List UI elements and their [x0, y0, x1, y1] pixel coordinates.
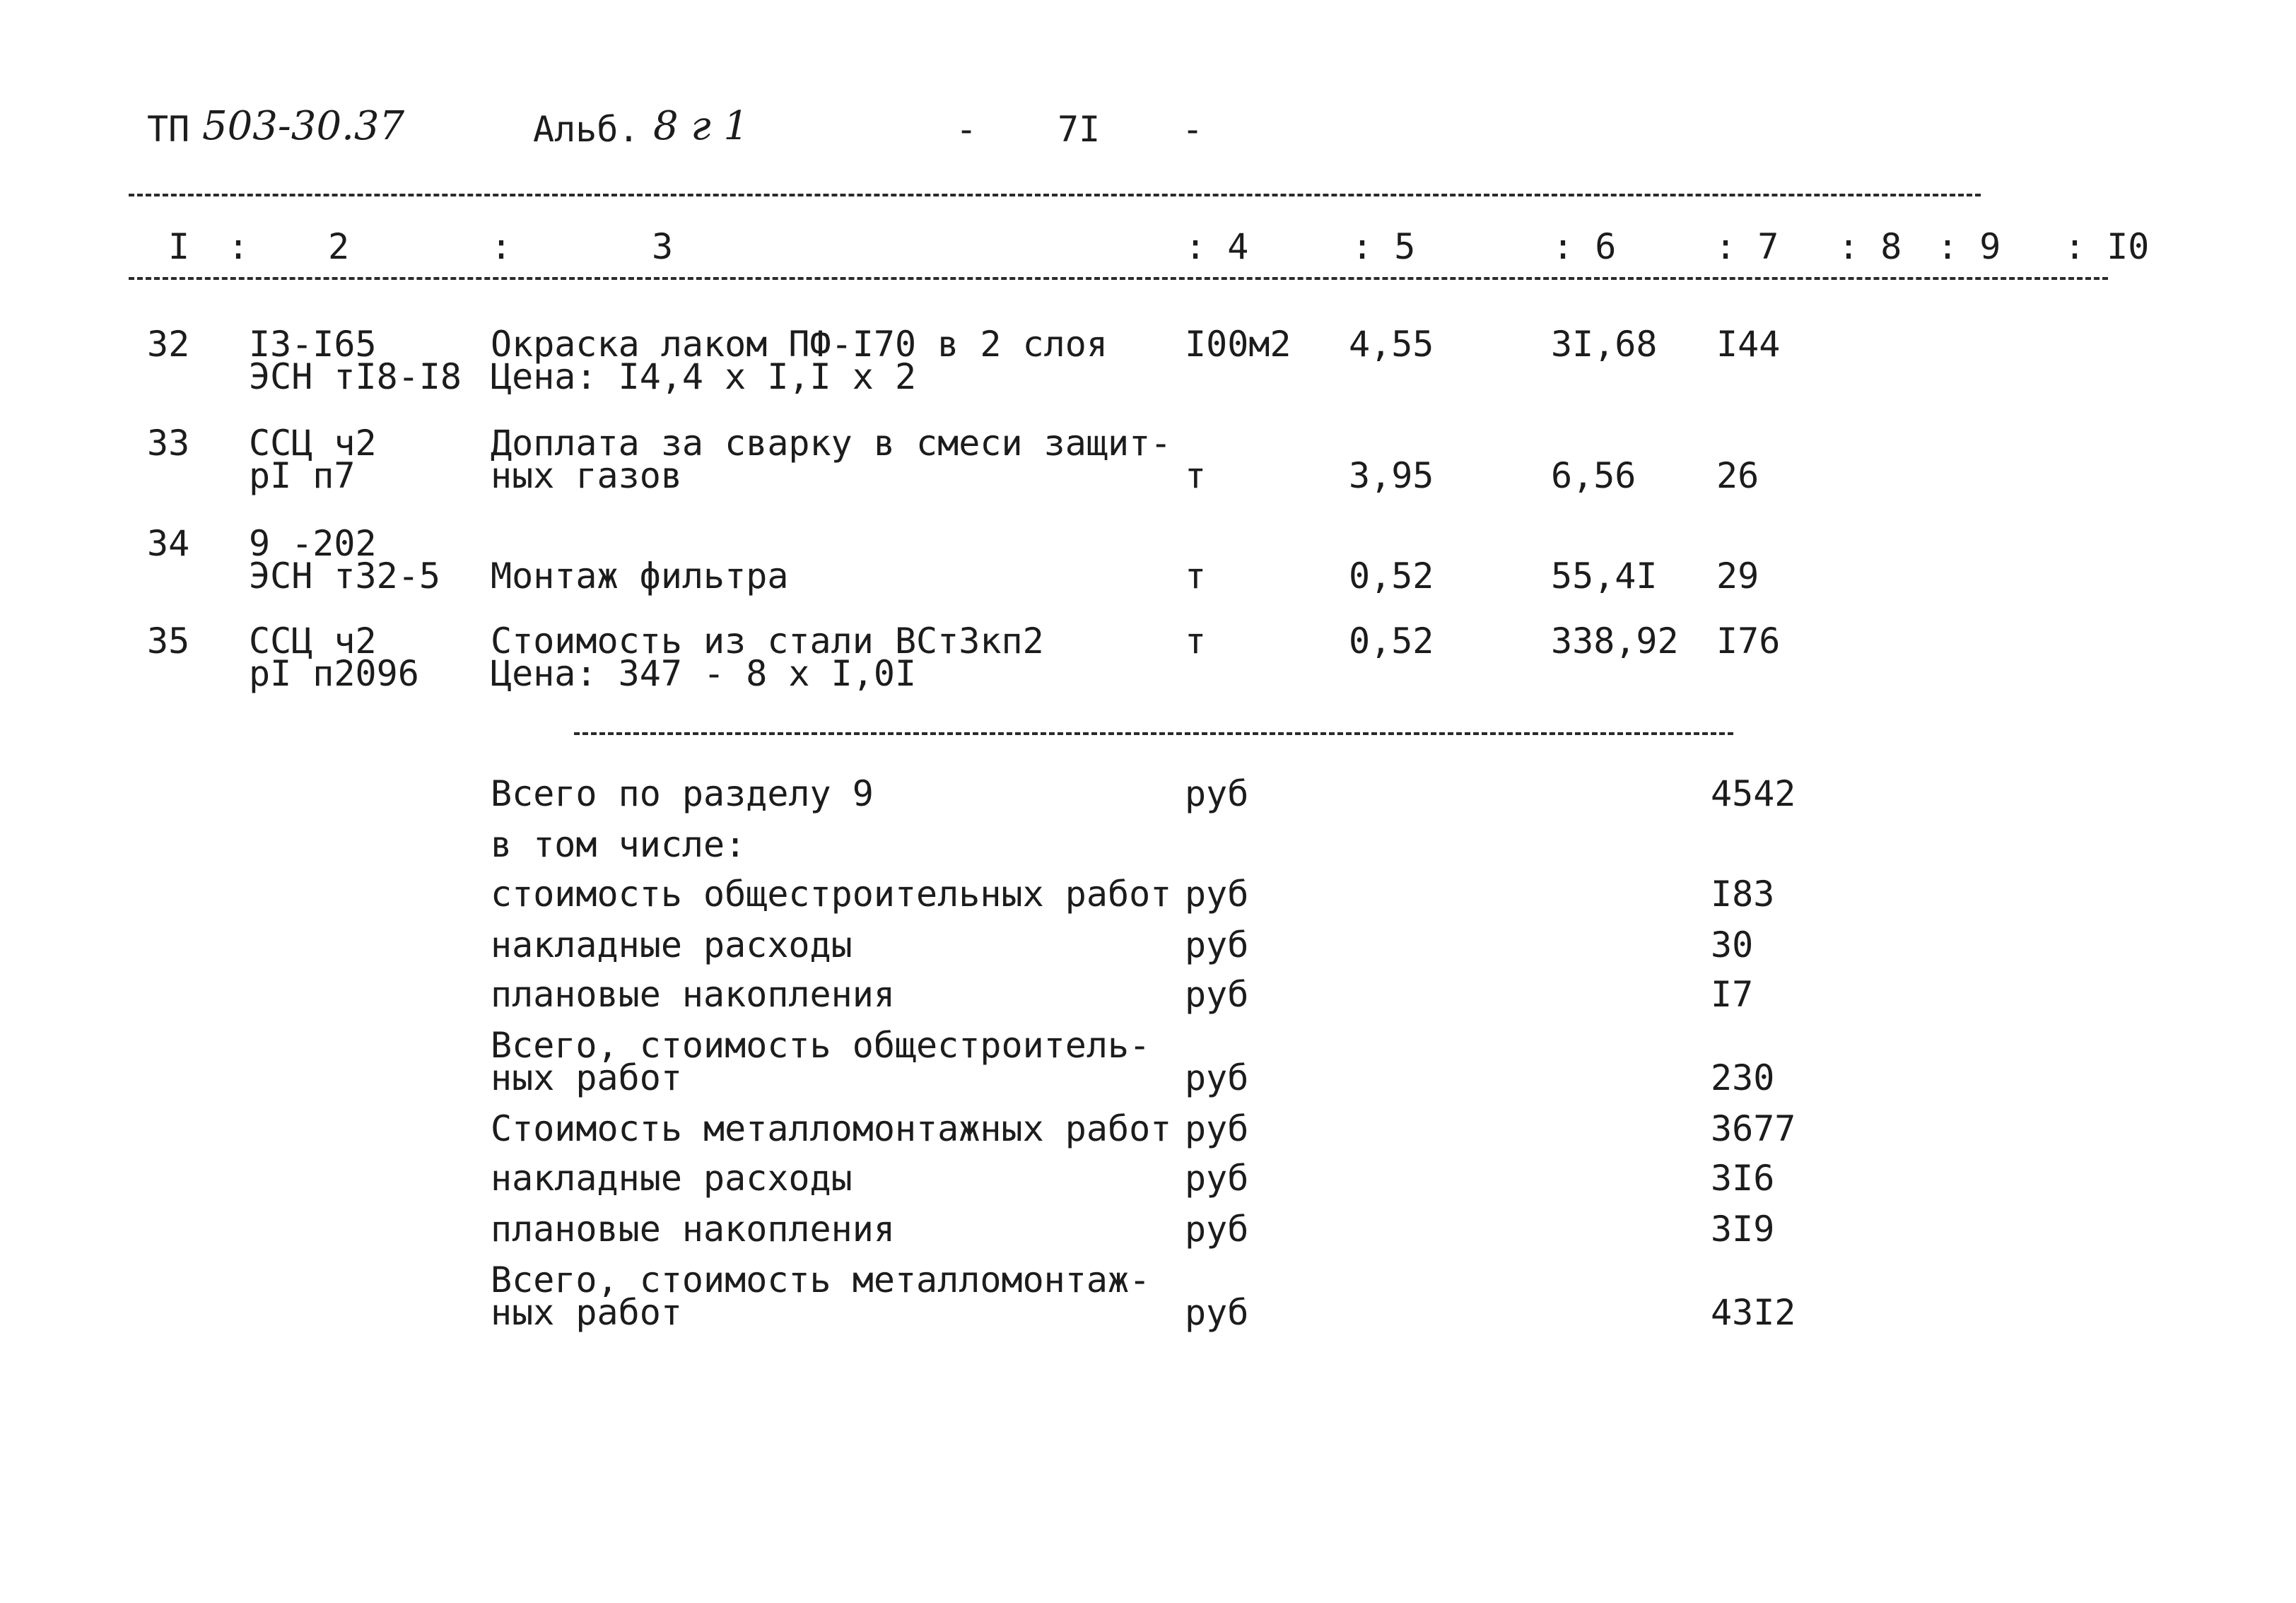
- column-separator-2: :: [491, 226, 512, 267]
- summary-label: Всего, стоимость общестроитель-: [491, 1025, 1151, 1066]
- row-description-line2: Цена: 347 - 8 x I,0I: [491, 653, 917, 694]
- row-number: 33: [147, 423, 190, 464]
- row-code-line2: рI п2096: [249, 653, 419, 694]
- row-unit: т: [1185, 556, 1207, 597]
- page-dash-right: -: [1182, 109, 1204, 150]
- summary-label: Стоимость металломонтажных работ: [491, 1108, 1172, 1149]
- column-number-8: : 8: [1838, 226, 1902, 267]
- row-quantity: 4,55: [1349, 324, 1434, 365]
- summary-value: 3677: [1711, 1108, 1796, 1149]
- summary-label: плановые накопления: [491, 1209, 895, 1250]
- summary-unit: руб: [1185, 924, 1249, 965]
- summary-value: 3I6: [1711, 1158, 1775, 1199]
- summary-unit: руб: [1185, 874, 1249, 915]
- summary-unit: руб: [1185, 1108, 1249, 1149]
- section-divider-rule: [574, 732, 1733, 735]
- column-number-4: : 4: [1185, 226, 1249, 267]
- summary-value: I7: [1711, 974, 1754, 1015]
- row-number: 32: [147, 324, 190, 365]
- row-description-line2: Цена: I4,4 x I,I x 2: [491, 356, 917, 397]
- row-unit-price: 338,92: [1551, 621, 1679, 662]
- row-description-line1: Доплата за сварку в смеси защит-: [491, 423, 1172, 464]
- summary-value: I83: [1711, 874, 1775, 915]
- summary-label: Всего, стоимость металломонтаж-: [491, 1260, 1151, 1300]
- row-unit: т: [1185, 455, 1207, 496]
- column-number-10: : I0: [2064, 226, 2150, 267]
- summary-label: стоимость общестроительных работ: [491, 874, 1172, 915]
- doc-code: 503-30.37: [202, 103, 405, 149]
- summary-label-line2: ных работ: [491, 1292, 682, 1333]
- row-unit: I00м2: [1185, 324, 1292, 365]
- row-code-line2: ЭСН тI8-I8: [249, 356, 462, 397]
- row-code-line2: ЭСН т32-5: [249, 556, 440, 597]
- column-number-3: 3: [652, 226, 674, 267]
- summary-value: 30: [1711, 924, 1754, 965]
- summary-label: накладные расходы: [491, 1158, 853, 1199]
- row-unit-price: 55,4I: [1551, 556, 1658, 597]
- row-description-line1: Окраска лаком ПФ-I70 в 2 слоя: [491, 324, 1108, 365]
- row-total: 29: [1716, 556, 1759, 597]
- row-description-line2: ных газов: [491, 455, 682, 496]
- summary-label: в том числе:: [491, 824, 746, 865]
- summary-label: Всего по разделу 9: [491, 773, 874, 814]
- summary-label: накладные расходы: [491, 924, 853, 965]
- row-code-line1: I3-I65: [249, 324, 377, 365]
- album-number: 8 г 1: [653, 103, 749, 149]
- row-unit: т: [1185, 621, 1207, 662]
- column-number-1: I: [168, 226, 190, 267]
- column-number-9: : 9: [1937, 226, 2001, 267]
- page-dash-left: -: [956, 109, 978, 150]
- row-quantity: 0,52: [1349, 621, 1434, 662]
- row-quantity: 0,52: [1349, 556, 1434, 597]
- column-number-7: : 7: [1715, 226, 1779, 267]
- row-quantity: 3,95: [1349, 455, 1434, 496]
- header-top-rule: [129, 194, 1981, 196]
- doc-prefix: ТП: [147, 109, 190, 150]
- summary-label-line2: ных работ: [491, 1057, 682, 1098]
- summary-unit: руб: [1185, 1057, 1249, 1098]
- summary-label: плановые накопления: [491, 974, 895, 1015]
- column-number-6: : 6: [1552, 226, 1617, 267]
- column-number-5: : 5: [1352, 226, 1416, 267]
- row-unit-price: 6,56: [1551, 455, 1636, 496]
- summary-value: 3I9: [1711, 1209, 1775, 1250]
- summary-unit: руб: [1185, 1292, 1249, 1333]
- row-total: I44: [1716, 324, 1781, 365]
- column-number-2: 2: [328, 226, 350, 267]
- album-label: Альб.: [533, 109, 640, 150]
- row-total: I76: [1716, 621, 1781, 662]
- summary-unit: руб: [1185, 1209, 1249, 1250]
- column-separator-1: :: [228, 226, 250, 267]
- row-code-line2: рI п7: [249, 455, 356, 496]
- page-number: 7I: [1058, 109, 1101, 150]
- summary-unit: руб: [1185, 1158, 1249, 1199]
- summary-unit: руб: [1185, 974, 1249, 1015]
- row-code-line1: ССЦ ч2: [249, 423, 377, 464]
- row-code-line1: ССЦ ч2: [249, 621, 377, 662]
- summary-unit: руб: [1185, 773, 1249, 814]
- row-total: 26: [1716, 455, 1759, 496]
- row-description-line2: Монтаж фильтра: [491, 556, 789, 597]
- summary-value: 230: [1711, 1057, 1775, 1098]
- row-code-line1: 9 -202: [249, 523, 377, 564]
- row-unit-price: 3I,68: [1551, 324, 1658, 365]
- row-description-line1: Стоимость из стали ВСт3кп2: [491, 621, 1044, 662]
- row-number: 35: [147, 621, 190, 662]
- summary-value: 43I2: [1711, 1292, 1796, 1333]
- summary-value: 4542: [1711, 773, 1796, 814]
- row-number: 34: [147, 523, 190, 564]
- header-bottom-rule: [129, 277, 2108, 280]
